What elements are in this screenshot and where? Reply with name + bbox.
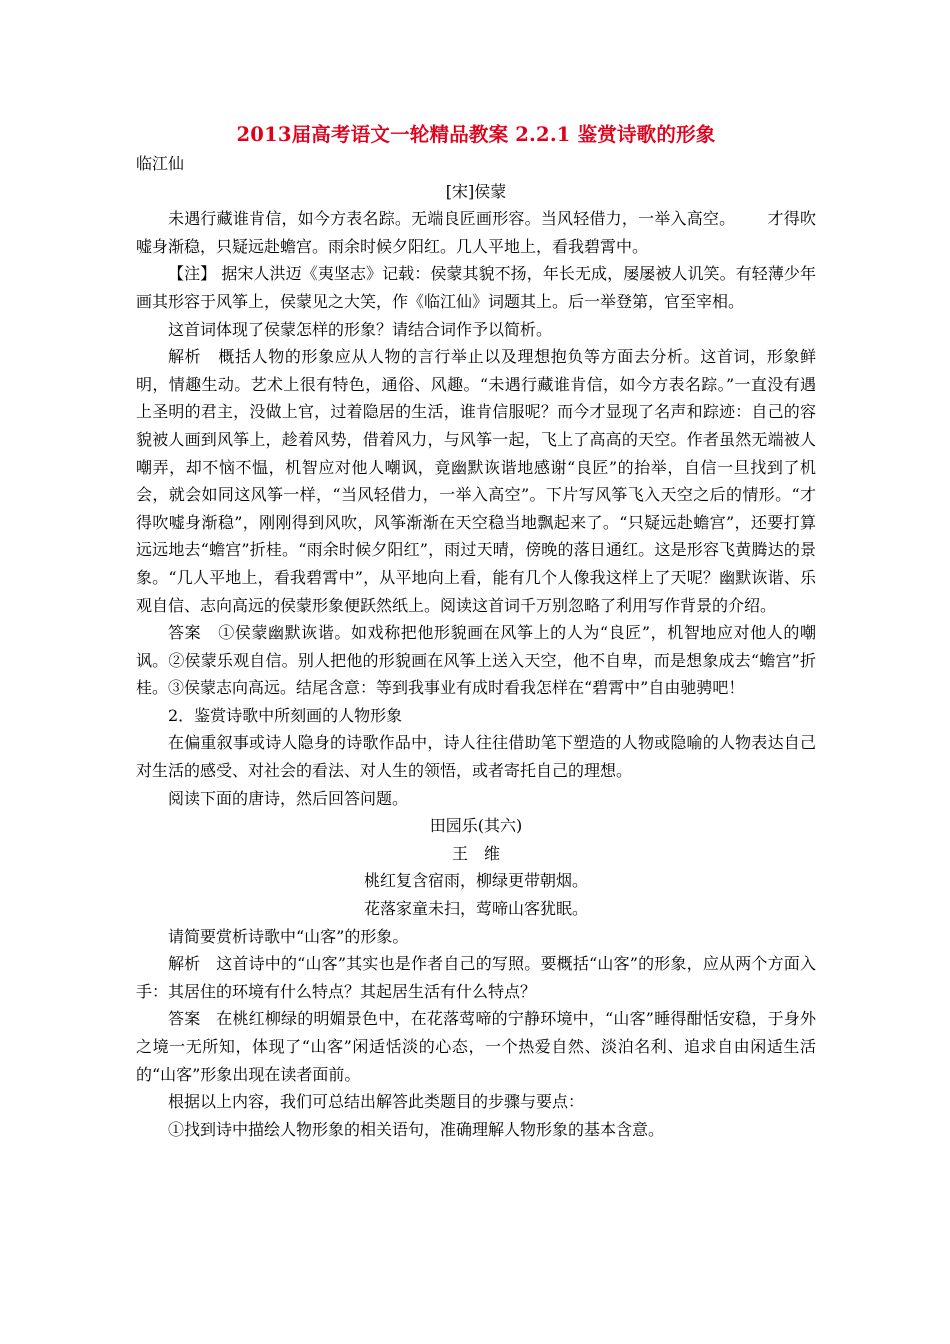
document-title: 2013届高考语文一轮精品教案 2.2.1 鉴赏诗歌的形象	[236, 123, 716, 146]
analysis-1	[136, 343, 816, 619]
poem-author: [宋]侯蒙	[445, 181, 507, 201]
question-1: 这首词体现了侯蒙怎样的形象？请结合词作予以简析。	[168, 319, 553, 339]
document-body	[136, 120, 816, 1143]
section-2-instruction: 阅读下面的唐诗，然后回答问题。	[168, 788, 409, 808]
analysis-text: 概括人物的形象应从人物的言行举止以及理想抱负等方面去分析。这首词，形象鲜明，情趣生动。艺术上很有特色，通俗、风趣。“未遇行藏谁肯信，如今方表名踪。”一直没有遇上圣明的君主，没做上官，过着隐居的生活，谁肯信服呢？而今才显现了名声和踪迹：自己的容貌被人画到风筝上，趁着风势，借着风力，与风筝一起，飞上了高高的天空。作者虽然无端被人嘲弄，却不恼不愠，机智应对他人嘲讽，竟幽默诙谐地感谢“良匠”的抬举，自信一旦找到了机会，就会如同这风筝一样，“当风轻借力，一举入高空”。下片写风筝飞入天空之后的情形。“才得吹嘘身渐稳”，刚刚得到风吹，风筝渐渐在天空稳当地飘起来了。“只疑远赴蟾宫”，还要打算远远地去“蟾宫”折桂。“雨余时候夕阳红”，雨过天晴，傍晚的落日通红。这是形容飞黄腾达的景象。“几人平地上，看我碧霄中”，从平地向上看，能有几个人像我这样上了天呢？幽默诙谐、乐观自信、志向高远的侯蒙形象便跃然纸上。阅读这首词千万别忽略了利用写作背景的介绍。	[136, 347, 816, 615]
answer-label: 答案	[168, 1009, 201, 1029]
answer-text: ①侯蒙幽默诙谐。如戏称把他形貌画在风筝上的人为“良匠”，机智地应对他人的嘲讽。②侯蒙乐观自信。别人把他的形貌画在风筝上送入天空，他不自卑，而是想象成去“蟾宫”折桂。③侯蒙志向高远。结尾含意：等到我事业有成时看我怎样在“碧霄中”自由驰骋吧！	[136, 623, 816, 698]
note-label: 【注】	[168, 264, 217, 284]
poem-text-part-b: 才得吹嘘身渐稳，只疑远赴蟾宫。雨余时候夕阳红。几人平地上，看我碧霄中。	[136, 209, 816, 256]
poem-text	[136, 205, 816, 260]
note-text: 据宋人洪迈《夷坚志》记载：侯蒙其貌不扬，年长无成，屡屡被人讥笑。有轻薄少年画其形容于风筝上，侯蒙见之大笑，作《临江仙》词题其上。后一举登第，官至宰相。	[136, 264, 816, 311]
section-2-heading: 2．鉴赏诗歌中所刻画的人物形象	[168, 705, 403, 725]
poem-2-author: 王 维	[451, 843, 500, 863]
analysis-label: 解析	[168, 347, 202, 367]
poem-text-part-a: 未遇行藏谁肯信，如今方表名踪。无端良匠画形容。当风轻借力，一举入高空。	[168, 209, 736, 229]
analysis-label: 解析	[168, 954, 201, 974]
question-2: 请简要赏析诗歌中“山客”的形象。	[168, 926, 409, 946]
note-paragraph	[136, 260, 816, 315]
analysis-2	[136, 950, 816, 1005]
section-2-intro: 在偏重叙事或诗人隐身的诗歌作品中，诗人往往借助笔下塑造的人物或隐喻的人物表达自己对生活的感受、对社会的看法、对人生的领悟，或者寄托自己的理想。	[136, 733, 816, 781]
answer-label: 答案	[168, 623, 202, 643]
analysis-text: 这首诗中的“山客”其实也是作者自己的写照。要概括“山客”的形象，应从两个方面入手：其居住的环境有什么特点？其起居生活有什么特点？	[136, 954, 816, 1001]
summary: 根据以上内容，我们可总结出解答此类题目的步骤与要点：	[168, 1092, 585, 1112]
poem-2-title: 田园乐(其六)	[429, 816, 523, 836]
answer-text: 在桃红柳绿的明媚景色中，在花落莺啼的宁静环境中，“山客”睡得酣恬安稳，于身外之境一无所知，体现了“山客”闲适恬淡的心态，一个热爱自然、淡泊名利、追求自由闲适生活的“山客”形象出现在读者面前。	[136, 1009, 816, 1084]
answer-1	[136, 619, 816, 702]
poem-2-line-1: 桃红复含宿雨，柳绿更带朝烟。	[363, 871, 588, 891]
poem-2-line-2: 花落家童未扫，莺啼山客犹眠。	[363, 899, 588, 919]
answer-2	[136, 1005, 816, 1088]
poem-title: 临江仙	[136, 154, 185, 173]
step-1: ①找到诗中描绘人物形象的相关语句，准确理解人物形象的基本含意。	[168, 1119, 665, 1139]
